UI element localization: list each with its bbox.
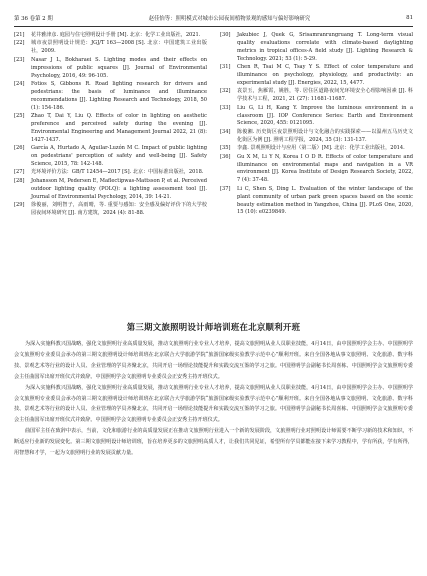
reference-text: Nasar J L, Bokharaei S. Lighting modes and their effects on impressions of public squares [J]. Journal of Environmental Psychology, 2016, 49: 96-105. [31,56,207,79]
reference-text: García A, Hurtado A, Aguilar-Luzón M C. Impact of public lighting on pedestrians' perception of safety and well-being [J]. Safety Science, 2015, 78: 142-148. [31,145,207,167]
reference-text: Liu G, Li H, Kang Y. Improve the luminous environment in a classroom [J]. IOP Conference Series: Earth and Environment Science, 2020, 455: 0121095. [237,104,413,127]
reference-number: [22] [14,40,25,47]
news-paragraph: 为深入实施科教兴国战略，强化文旅照明行业高质量发展，推动文旅照明行业专业人才培养，提高文旅照明从业人员职业技能，4月14日，由中国照明学会主办、中国照明学会文旅照明专业委员会承办的第三期文旅照明设计师培训班在北京联合大学旅游学院“旅游国家级实验教学示范中心”顺利开班。来自全国各地从事文旅照明、文化旅游、数字科技、景观艺术等行业的设计人员、企业管理的学员齐聚北京，共同开启一场理论技能提升和实践交流互鉴的学习之旅。中国照明学会副秘书长周喜栋、中国照明学会文旅照明专委会主任曲国军出席开班仪式并致辞。中国照明学会文旅照明专业委员会正安秀主持开班仪式。 [14,384,413,424]
news-body [14,339,413,459]
reference-item [14,169,207,177]
reference-text: Jakubiec J, Quek G, Srisamranrungruang T. Long-term visual quality evaluations correlate with climate-based daylighting metrics in tropical offices-A field study [J]. Lighting Research & Technology. 2021; 53 (1): 5-29. [237,32,413,62]
reference-text: 李鑫. 景观照明设计与应用（第二版）[M]. 北京：化学工业出版社，2014. [237,145,405,152]
reference-item [14,40,207,56]
references-section [14,32,413,318]
reference-number: [36] [220,153,231,160]
reference-number: [25] [14,113,25,120]
reference-item [14,81,207,113]
reference-item [14,57,207,81]
reference-number: [30] [220,32,231,38]
header-divider [14,26,413,27]
reference-number: [35] [220,145,231,152]
reference-text: Li C, Shen S, Ding L. Evaluation of the winter landscape of the plant community of urban park green spaces based on the scenic beauty estimation method in Yangzhou, China [J]. PLoS One, 2020, 15 (10): e0239849. [237,185,413,216]
reference-text: Gu X M, Li Y N, Korea I O D R. Effects of color temperature and illuminance on environmental maps and navigation in a VR environment [J]. Korea Institute of Design Research Society, 2022, 7 (4): 37-48. [237,153,413,184]
reference-item [220,105,413,129]
reference-number: [31] [220,64,231,71]
running-title: 赵佳怡等：照明模式对城市公园夜间植物景观的感知与偏好影响研究 [148,16,311,22]
reference-item [220,129,413,145]
reference-item [14,113,207,145]
page-number: 81 [406,15,413,21]
reference-number: [23] [14,56,25,63]
reference-item [220,186,413,218]
reference-number: [28] [14,177,25,184]
reference-text: 陈俊湘. 历史街区夜景照明设计与文化融合的实践探索——以温州五马历史文化街区为例 [J]. 照明工程学报，2024, 35 (3): 131-137. [237,128,413,143]
reference-text: 光环境评价方法：GB/T 12454—2017 [S]. 北京：中国标准出版社，2018. [31,169,204,176]
reference-text: 城市夜景照明设计规范：JGJ/T 163—2008 [S]. 北京：中国建筑工业出版社，2009. [31,40,207,55]
reference-number: [21] [14,32,25,38]
reference-item [220,32,413,64]
reference-text: 花井雅津彦. 庭园与住宅照明设计手册 [M]. 北京：化学工业出版社，2021. [31,32,201,38]
reference-text: Chen R, Tsai M C, Tsay Y S. Effect of color temperature and illuminance on psychology, physiology, and productivity: an experimental study [J]. Energies, 2022, 15, 4477. [237,64,413,86]
news-paragraph: 曲国军主任在致辞中表示，当前，文化和旅游行业的高质量发展正在推动文旅照明行业进入一个新的发展阶段，文旅照明行业对照明设计师需要不断学习新的技术和知识，不断适应行业新的发展变化。第三期文旅照明设计师培训班，旨在培养更多的文旅照明高质人才，让我们共同见证，希望所有学员都能在接下来学习教程中，学有所获，学有所得，用智慧和才学，一起为文旅照明行业的发展贡献力量。 [14,428,413,457]
references-right-column [220,32,413,318]
reference-item [14,178,207,202]
reference-item [220,154,413,186]
reference-text: 袁景玉，焦雁霄，姚胜，等. 居住区道路夜间光环境安全心理影响因素 [J]. 科学技术与工程，2021, 21 (27): 11681-11687. [237,88,413,103]
reference-text: 徐俊丽，刘明智子，高雨晴，等. 重要与感知：安全感及偏好评价下的大学校园夜间环境研究 [J]. 南方建筑，2024 (4): 81-88. [31,202,207,216]
journal-issue: 第 36 卷第 2 期 [14,16,53,22]
reference-item [220,64,413,88]
reference-text: Fotios S, Gibbons R. Road lighting research for drivers and pedestrians: the basis of luminance and illuminance recommendations [J]. Lighting Research and Technology, 2018, 50 (1): 154-186. [31,80,207,111]
reference-item [220,145,413,153]
reference-number: [29] [14,202,25,209]
reference-number: [32] [220,88,231,95]
reference-text: Johansson M, Pedersen E, Maflectipwas-Mattsson P, et al. Perceived outdoor lighting quality (POLQ): a lighting assessment tool [J]. Journal of Environmental Psychology, 2014, 39: 14-21. [31,177,208,200]
news-title: 第三期文旅照明设计师培训班在北京顺利开班 [126,322,301,332]
reference-item [220,88,413,104]
reference-item [14,202,207,218]
references-left-column [14,32,207,318]
reference-item [14,32,207,40]
reference-text: Zhao T, Dai Y, Liu Q. Effects of color in lighting on aesthetic preference and perceived safety during the evening [J]. Environmental Engineering and Management Journal 2022, 21 (8): 1427-1437. [31,113,207,143]
reference-number: [37] [220,185,231,192]
reference-item [14,145,207,169]
reference-number: [27] [14,169,25,176]
reference-number: [34] [220,128,231,135]
news-paragraph: 为深入实施科教兴国战略，强化文旅照明行业高质量发展，推动文旅照明行业专业人才培养，提高文旅照明从业人员职业技能，4月14日，由中国照明学会主办、中国照明学会文旅照明专业委员会承办的第三期文旅照明设计师培训班在北京联合大学旅游学院“旅游国家级实验教学示范中心”顺利开班。来自全国各地从事文旅照明、文化旅游、数字科技、景观艺术等行业的设计人员、企业管理的学员齐聚北京，共同开启一场理论技能提升和实践交流互鉴的学习之旅。中国照明学会副秘书长周喜栋、中国照明学会文旅照明专委会主任曲国军出席开班仪式并致辞。中国照明学会文旅照明专业委员会正安秀主持开班仪式。 [14,341,413,380]
reference-number: [33] [220,104,231,111]
page-header [14,12,413,24]
reference-number: [26] [14,145,25,152]
reference-number: [24] [14,80,25,87]
